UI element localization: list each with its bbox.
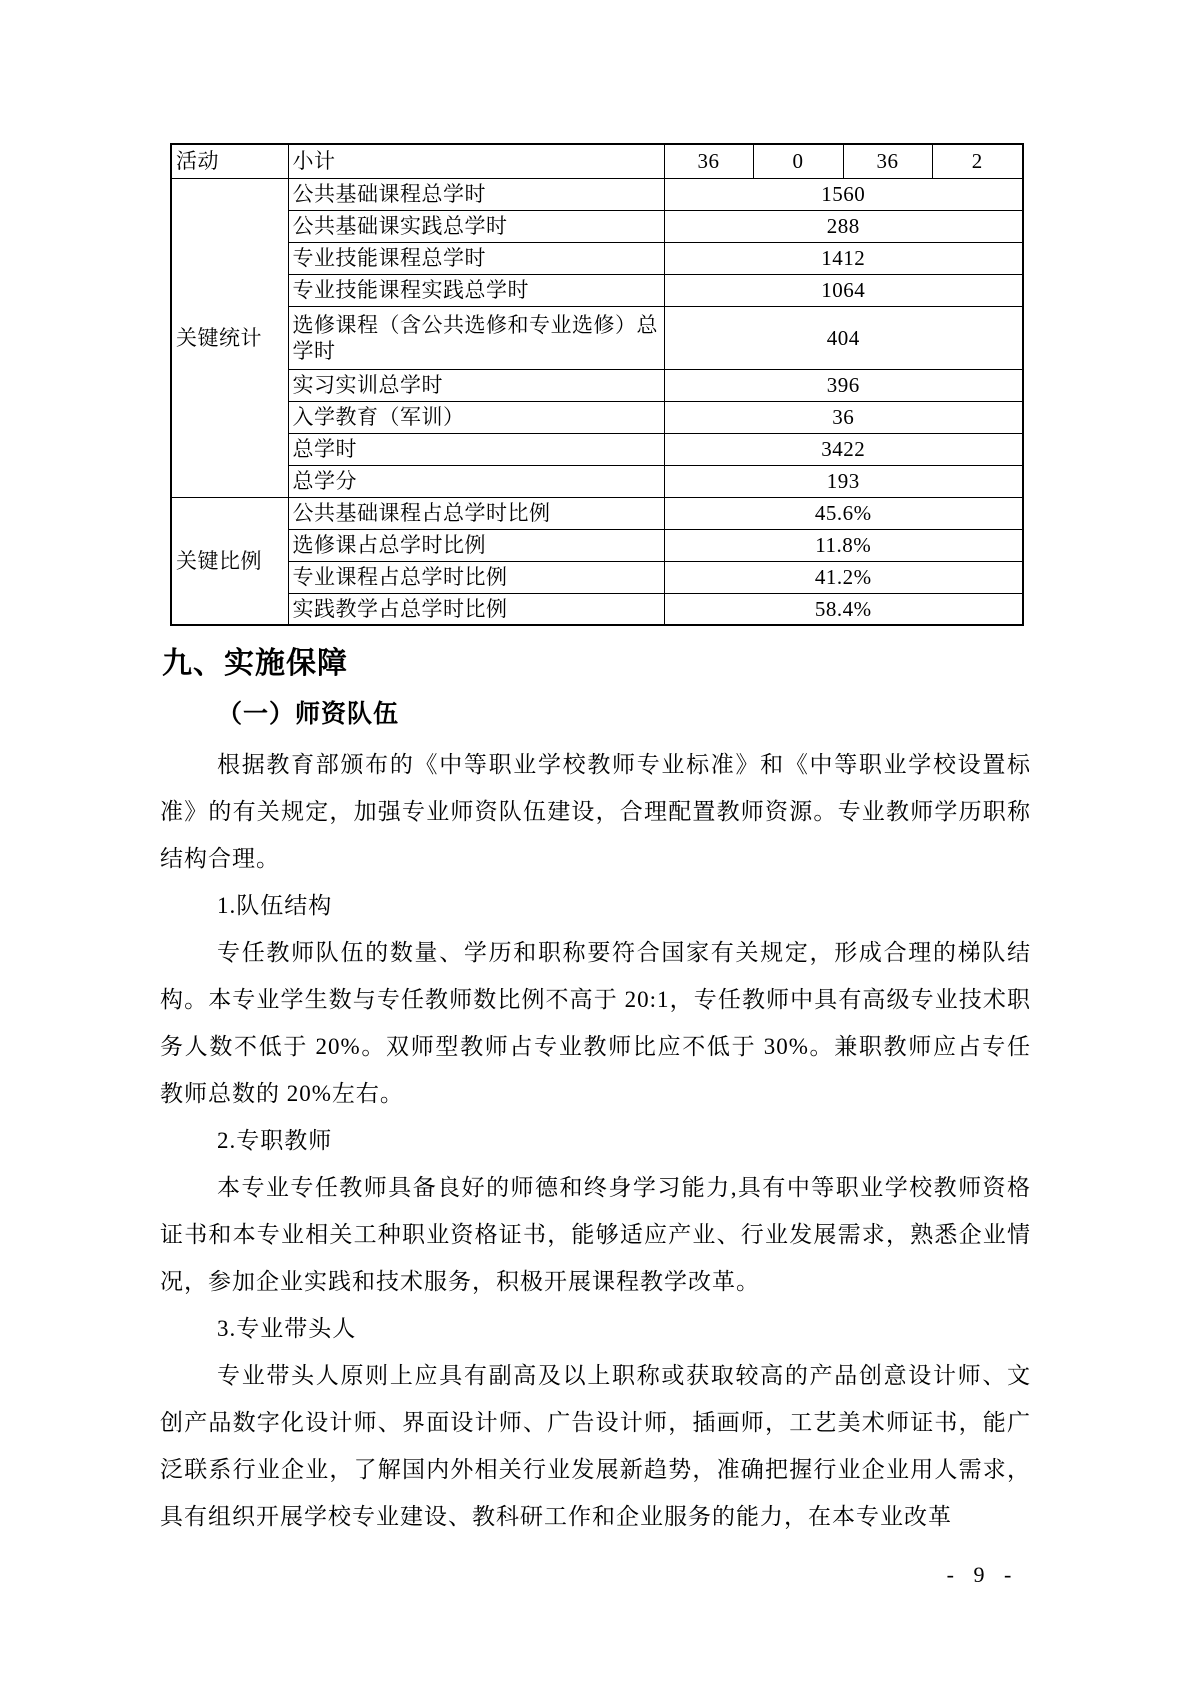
- row-label: 选修课程（含公共选修和专业选修）总学时: [288, 306, 664, 369]
- group-cell-key-statistics: 关键统计: [171, 178, 288, 497]
- group-cell-key-ratios: 关键比例: [171, 497, 288, 625]
- row-value: 3422: [664, 433, 1023, 465]
- group-cell-activity: 活动: [171, 144, 288, 178]
- row-value: 11.8%: [664, 529, 1023, 561]
- table-row: [171, 242, 1023, 274]
- list-item-title-team-structure: 1.队伍结构: [217, 893, 333, 918]
- row-value: 41.2%: [664, 561, 1023, 593]
- table-row: [171, 369, 1023, 401]
- page-number: - 9 -: [946, 1562, 1014, 1587]
- row-value: 2: [932, 144, 1023, 178]
- section-heading: 九、实施保障: [162, 647, 348, 680]
- table-row: [171, 210, 1023, 242]
- table-row: [171, 497, 1023, 529]
- table-row: [171, 561, 1023, 593]
- document-content: [160, 143, 1031, 1540]
- row-label: 公共基础课程总学时: [288, 178, 664, 210]
- curriculum-summary-table: [170, 143, 1024, 626]
- row-label: 实践教学占总学时比例: [288, 593, 664, 625]
- row-value: 1064: [664, 274, 1023, 306]
- row-value: 1412: [664, 242, 1023, 274]
- row-value: 45.6%: [664, 497, 1023, 529]
- paragraph-team-structure: 专任教师队伍的数量、学历和职称要符合国家有关规定，形成合理的梯队结构。本专业学生数与专任教师数比例不高于 20:1，专任教师中具有高级专业技术职务人数不低于 20%。双师型教师占专业教师比应不低于 30%。兼职教师应占专任教师总数的 20%左右。: [160, 940, 1031, 1106]
- paragraph-program-leader: 专业带头人原则上应具有副高及以上职称或获取较高的产品创意设计师、文创产品数字化设计师、界面设计师、广告设计师，插画师，工艺美术师证书，能广泛联系行业企业，了解国内外相关行业发展新趋势，准确把握行业企业用人需求，具有组织开展学校专业建设、教科研工作和企业服务的能力，在本专业改革: [160, 1363, 1031, 1529]
- table-row: [171, 306, 1023, 369]
- row-label: 专业技能课程总学时: [288, 242, 664, 274]
- row-label: 专业课程占总学时比例: [288, 561, 664, 593]
- table-row: [171, 401, 1023, 433]
- row-label: 公共基础课实践总学时: [288, 210, 664, 242]
- paragraph-fulltime-teachers: 本专业专任教师具备良好的师德和终身学习能力,具有中等职业学校教师资格证书和本专业相关工种职业资格证书，能够适应产业、行业发展需求，熟悉企业情况，参加企业实践和技术服务，积极开展课程教学改革。: [160, 1175, 1031, 1294]
- row-value: 288: [664, 210, 1023, 242]
- list-item-title-program-leader: 3.专业带头人: [217, 1316, 357, 1341]
- row-label: 实习实训总学时: [288, 369, 664, 401]
- row-label: 总学时: [288, 433, 664, 465]
- table-row: [171, 433, 1023, 465]
- row-label: 入学教育（军训）: [288, 401, 664, 433]
- row-value: 36: [664, 144, 753, 178]
- list-item-title-fulltime-teachers: 2.专职教师: [217, 1128, 333, 1153]
- table-row: [171, 465, 1023, 497]
- row-value: 36: [843, 144, 932, 178]
- row-label: 公共基础课程占总学时比例: [288, 497, 664, 529]
- row-label: 总学分: [288, 465, 664, 497]
- row-value: 1560: [664, 178, 1023, 210]
- row-value: 193: [664, 465, 1023, 497]
- table-row: [171, 274, 1023, 306]
- subsection-heading: （一）师资队伍: [217, 700, 400, 728]
- table-row: [171, 144, 1023, 178]
- table-row: [171, 529, 1023, 561]
- row-value: 396: [664, 369, 1023, 401]
- row-value: 0: [753, 144, 843, 178]
- row-value: 404: [664, 306, 1023, 369]
- row-label: 小计: [288, 144, 664, 178]
- row-value: 36: [664, 401, 1023, 433]
- table-row: [171, 593, 1023, 625]
- row-label: 选修课占总学时比例: [288, 529, 664, 561]
- body-text: [160, 741, 1031, 1540]
- table-row: [171, 178, 1023, 210]
- row-label: 专业技能课程实践总学时: [288, 274, 664, 306]
- paragraph-intro: 根据教育部颁布的《中等职业学校教师专业标准》和《中等职业学校设置标准》的有关规定，加强专业师资队伍建设，合理配置教师资源。专业教师学历职称结构合理。: [160, 752, 1031, 871]
- row-value: 58.4%: [664, 593, 1023, 625]
